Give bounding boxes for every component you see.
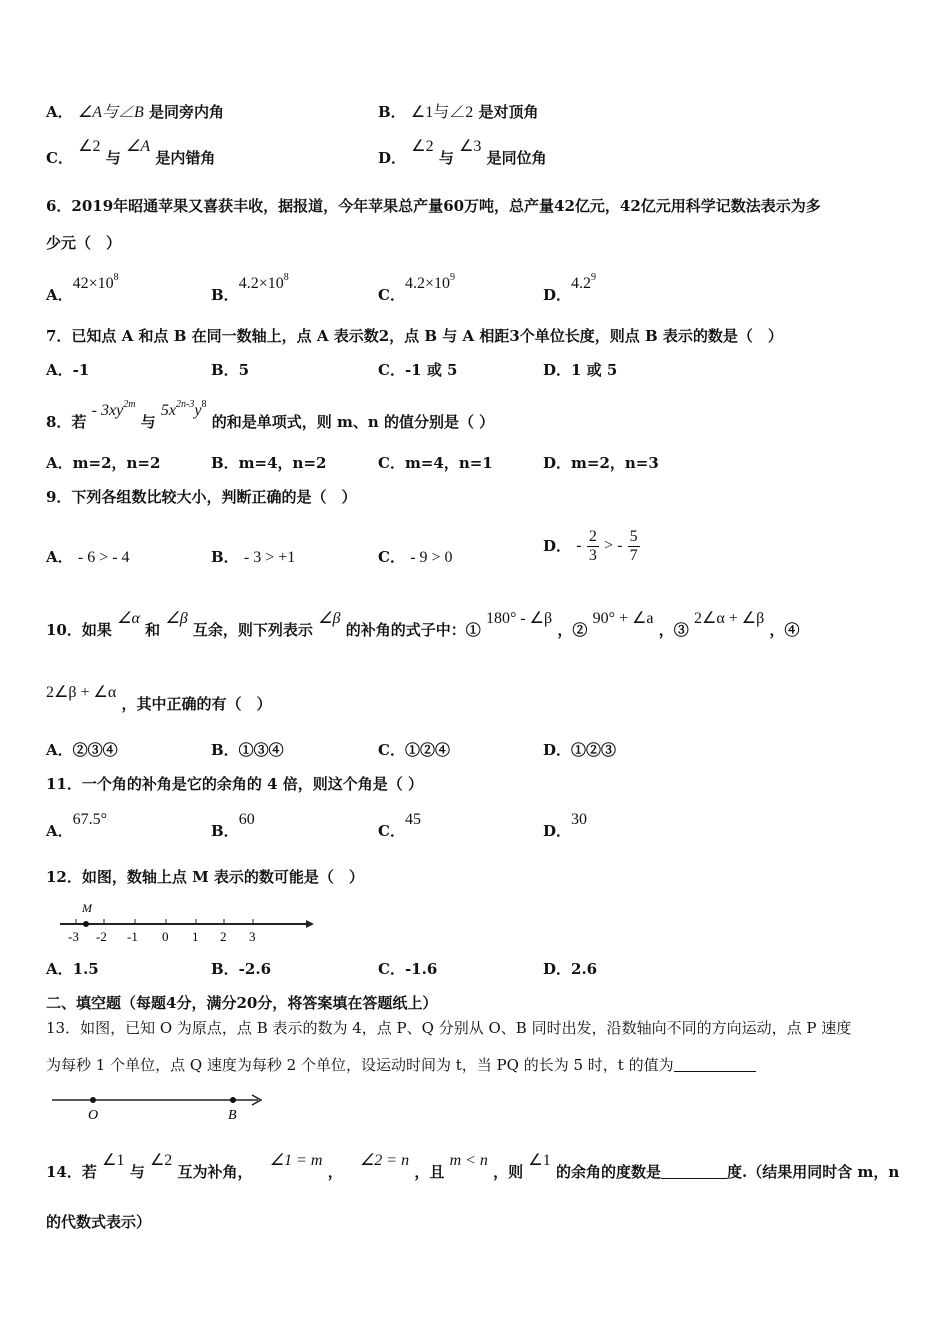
math-exp: 8 (113, 272, 119, 283)
stem-text: ， (327, 1163, 343, 1181)
q8-expr1 (91, 399, 136, 419)
q10-option-a[interactable]: A．②③④ (46, 741, 118, 759)
stem-text: 和 (145, 621, 161, 639)
point-b-label: B (228, 1108, 237, 1123)
q6-stem-line1: 6．2019年昭通苹果又喜获丰收，据报道，今年苹果总产量60万吨，总产量42亿元，42亿元用科学记数法表示为多 (46, 197, 821, 215)
math-expr: ∠α (117, 610, 140, 627)
tick-label: -1 (127, 929, 138, 944)
math-expr: ∠2 (149, 1152, 173, 1169)
q12-stem: 12．如图，数轴上点 M 表示的数可能是（ ） (46, 868, 364, 886)
option-math (571, 272, 597, 292)
arrow-head-icon (306, 920, 314, 928)
math-expr: 180° - ∠β (485, 610, 553, 627)
point-o-label: O (88, 1108, 99, 1123)
option-math: 45 (404, 811, 421, 828)
denominator: 3 (588, 546, 597, 564)
option-text: 是对顶角 (478, 103, 539, 121)
q11-option-c[interactable] (378, 811, 421, 842)
option-math: 30 (571, 811, 588, 828)
option-text: 与 (105, 149, 121, 167)
q6-option-b[interactable] (211, 272, 289, 306)
stem-text: 的和是单项式，则 m、n 的值分别是（ ） (211, 413, 495, 431)
option-math: ∠A (126, 138, 151, 155)
section-title: 二、填空题（每题4分，满分20分，将答案填在答题纸上） (46, 994, 438, 1012)
point-b-dot (230, 1097, 236, 1103)
option-math: ∠3 (459, 138, 482, 155)
q7-option-c[interactable]: C．-1 或 5 (378, 361, 458, 379)
q14-stem-line2: 的代数式表示） (46, 1213, 152, 1231)
math-expr: ∠2 = n (359, 1152, 410, 1169)
point-m-dot (83, 921, 89, 927)
compare-sign: > - (604, 537, 623, 554)
math-base: 4.2 (571, 275, 592, 292)
tick-label: 3 (249, 929, 256, 944)
q6-option-c[interactable] (378, 272, 455, 306)
q8-stem (46, 399, 495, 433)
q8-option-c[interactable]: C．m=4，n=1 (378, 454, 493, 472)
math-expr: ∠β (165, 610, 188, 627)
option-label: A． (46, 286, 73, 304)
stem-text: ，则 (493, 1163, 524, 1181)
stem-text: 与 (140, 413, 156, 431)
option-math: - 6 > - 4 (77, 549, 130, 566)
q11-stem: 11．一个角的补角是它的余角的 4 倍，则这个角是（ ） (46, 775, 423, 793)
q6-option-d[interactable] (543, 272, 597, 306)
math-expr: ∠1 (102, 1152, 125, 1169)
q13-stem-line2 (46, 1055, 756, 1075)
tick-label: 0 (162, 929, 169, 944)
q8-option-b[interactable]: B．m=4，n=2 (211, 454, 327, 472)
tick-label: 2 (220, 929, 227, 944)
stem-text: ，④ (769, 621, 800, 639)
q11-option-a[interactable] (46, 811, 108, 842)
q10-stem-line1 (46, 610, 800, 641)
math-expr: ∠1 = m (269, 1152, 323, 1169)
option-label: B． (378, 103, 406, 121)
stem-text: 的余角的度数是 (556, 1163, 662, 1181)
stem-text: 10．如果 (46, 621, 112, 639)
math-expr: m < n (449, 1152, 488, 1169)
math-base: 5x (160, 402, 177, 419)
math-base: 42×10 (72, 275, 114, 292)
q9-option-a[interactable] (46, 547, 130, 568)
numerator: 2 (588, 527, 597, 545)
math-expr: ∠1 (528, 1152, 551, 1169)
option-label: B． (211, 286, 239, 304)
option-math: ∠1与∠2 (410, 104, 474, 121)
tick-label: -3 (68, 929, 79, 944)
q5-option-d[interactable] (378, 138, 547, 169)
stem-text: ，其中正确的有（ ） (121, 695, 272, 713)
option-label: A． (46, 103, 73, 121)
option-label: C． (378, 286, 405, 304)
math-exp: 2m (123, 399, 136, 410)
option-label: D． (543, 822, 572, 840)
q10-stem-line2 (46, 684, 272, 715)
stem-text: ，② (557, 621, 588, 639)
q5-option-b[interactable] (378, 102, 539, 123)
q7-stem: 7．已知点 A 和点 B 在同一数轴上，点 A 表示数2，点 B 与 A 相距3个单位长度，则点 B 表示的数是（ ） (46, 327, 783, 345)
math-base: 4.2×10 (404, 275, 450, 292)
stem-text: 互为补角， (177, 1163, 253, 1181)
q10-option-c[interactable]: C．①②④ (378, 741, 450, 759)
math-base: y (194, 402, 202, 419)
denominator: 7 (629, 546, 638, 564)
option-math: ∠2 (411, 138, 434, 155)
math-base: 4.2×10 (238, 275, 284, 292)
fraction (587, 528, 599, 565)
option-label: D． (543, 537, 572, 555)
option-math: 60 (238, 811, 255, 828)
q9-option-d[interactable] (543, 523, 640, 568)
option-math (238, 272, 289, 292)
stem-text: 为每秒 1 个单位，点 Q 速度为每秒 2 个单位，设运动时间为 t，当 PQ 的长为 5 时，t 的值为 (46, 1056, 674, 1074)
math-exp: 9 (591, 272, 597, 283)
q5-option-a[interactable] (46, 102, 224, 123)
option-math: - 9 > 0 (410, 549, 453, 566)
option-math: ∠2 (78, 138, 101, 155)
minus-sign: - (576, 537, 582, 554)
option-label: D． (378, 149, 407, 167)
q7-option-b[interactable]: B．5 (211, 361, 250, 379)
option-math (72, 272, 119, 292)
option-math: - 3 > +1 (243, 549, 296, 566)
option-text: 与 (438, 149, 454, 167)
q11-option-b[interactable] (211, 811, 255, 842)
q12-option-a[interactable]: A．1.5 (46, 960, 99, 978)
stem-text: ，且 (414, 1163, 445, 1181)
q10-option-d[interactable]: D．①②③ (543, 741, 617, 759)
point-m-label: M (82, 901, 92, 915)
math-expr: 2∠β + ∠α (46, 684, 117, 701)
math-exp: 9 (449, 272, 455, 283)
q6-option-a[interactable] (46, 272, 119, 306)
math-expr: 90° + ∠a (592, 610, 654, 627)
option-math: 67.5° (72, 811, 108, 828)
q13-number-line-figure (50, 1088, 270, 1124)
stem-text: 的补角的式子中：① (345, 621, 481, 639)
q5-option-c[interactable] (46, 138, 216, 169)
option-label: C． (378, 548, 405, 566)
math-expr: 2∠α + ∠β (694, 610, 765, 627)
stem-text: 14．若 (46, 1163, 97, 1181)
option-label: C． (46, 149, 73, 167)
answer-blank[interactable] (661, 1164, 727, 1179)
q12-option-c[interactable]: C．-1.6 (378, 960, 438, 978)
math-base: - 3xy (91, 402, 124, 419)
stem-text: 度.（结果用同时含 m，n (727, 1163, 900, 1181)
fraction (628, 528, 640, 565)
numerator: 5 (629, 527, 638, 545)
stem-text: 互余，则下列表示 (192, 621, 313, 639)
option-label: B． (211, 822, 239, 840)
option-label: A． (46, 822, 73, 840)
q12-option-d[interactable]: D．2.6 (543, 960, 598, 978)
option-label: D． (543, 286, 572, 304)
q9-stem: 9．下列各组数比较大小，判断正确的是（ ） (46, 488, 357, 506)
q12-option-b[interactable]: B．-2.6 (211, 960, 272, 978)
option-text: 是内错角 (155, 149, 216, 167)
math-exp: 8 (283, 272, 289, 283)
q6-stem-line2: 少元（ ） (46, 234, 122, 252)
stem-text: 8．若 (46, 413, 87, 431)
math-exp: 8 (201, 399, 207, 410)
option-math (404, 272, 455, 292)
answer-blank[interactable] (674, 1057, 756, 1072)
math-exp: 2n-3 (176, 399, 195, 410)
point-o-dot (90, 1097, 96, 1103)
q13-stem-line1: 13．如图，已知 O 为原点，点 B 表示的数为 4，点 P、Q 分别从 O、B 同时出发，沿数轴向不同的方向运动，点 P 速度 (46, 1019, 852, 1037)
tick-label: -2 (96, 929, 107, 944)
option-text: 是同位角 (486, 149, 547, 167)
stem-text: 与 (129, 1163, 145, 1181)
q12-number-line-figure (56, 898, 316, 948)
q8-expr2 (160, 399, 207, 419)
stem-text: ，③ (658, 621, 689, 639)
math-expr: ∠β (318, 610, 341, 627)
tick-label: 1 (192, 929, 199, 944)
option-label: C． (378, 822, 405, 840)
q14-stem-line1 (46, 1152, 900, 1183)
q9-option-b[interactable] (211, 547, 295, 568)
option-text: 是同旁内角 (149, 103, 225, 121)
option-math: ∠A与∠B (77, 104, 144, 121)
q7-option-d[interactable]: D．1 或 5 (543, 361, 618, 379)
option-label: B． (211, 548, 239, 566)
option-label: A． (46, 548, 73, 566)
q10-option-b[interactable]: B．①③④ (211, 741, 284, 759)
q8-option-a[interactable]: A．m=2，n=2 (46, 454, 161, 472)
q7-option-a[interactable]: A．-1 (46, 361, 90, 379)
q9-option-c[interactable] (378, 547, 453, 568)
q8-option-d[interactable]: D．m=2，n=3 (543, 454, 659, 472)
q11-option-d[interactable] (543, 811, 588, 842)
